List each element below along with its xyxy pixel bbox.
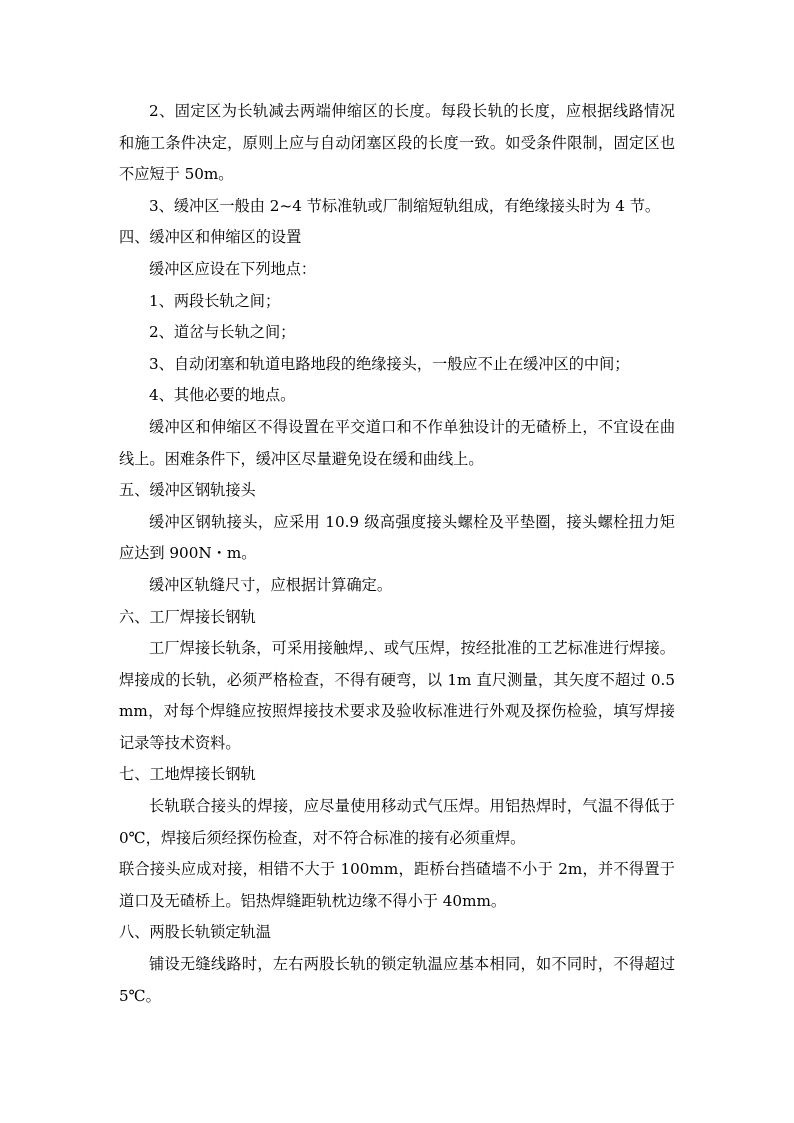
document-body [119, 96, 675, 1012]
list-item-2: 2、道岔与长轨之间； [149, 323, 296, 342]
paragraph-buffer-zone-composition: 3、缓冲区一般由 2~4 节标准轨或厂制缩短轨组成，有绝缘接头时为 4 节。 [149, 196, 661, 215]
list-item-1: 1、两段长轨之间； [149, 291, 281, 310]
paragraph-site-welding: 长轨联合接头的焊接，应尽量使用移动式气压焊。用铝热焊时，气温不得低于 0℃，焊接后须经探伤检查，对不符合标准的接有必须重焊。 [119, 797, 675, 847]
paragraph-rail-gap: 缓冲区轨缝尺寸，应根据计算确定。 [149, 575, 392, 594]
section-heading-7: 七、工地焊接长钢轨 [119, 765, 256, 784]
list-item-3: 3、自动闭塞和轨道电路地段的绝缘接头，一般应不止在缓冲区的中间； [149, 354, 630, 373]
paragraph-joint-bolts: 缓冲区钢轨接头，应采用 10.9 级高强度接头螺栓及平垫圈，接头螺栓扭力矩应达到 900N・m。 [119, 512, 675, 563]
section-heading-4: 四、缓冲区和伸缩区的设置 [119, 228, 302, 247]
paragraph-joint-arrangement: 联合接头应成对接，相错不大于 100mm，距桥台挡碴墙不小于 2m，并不得置于道口及无碴桥上。铝热焊缝距轨枕边缘不得小于 40mm。 [119, 860, 675, 910]
section-heading-5: 五、缓冲区钢轨接头 [119, 481, 256, 500]
paragraph-fixed-zone: 2、固定区为长轨减去两端伸缩区的长度。每段长轨的长度，应根据线路情况和施工条件决定，原则上应与自动闭塞区段的长度一致。如受条件限制，固定区也不应短于 50m。 [119, 102, 675, 184]
paragraph-buffer-locations-intro: 缓冲区应设在下列地点： [149, 259, 317, 278]
section-heading-8: 八、两股长轨锁定轨温 [119, 923, 271, 942]
paragraph-factory-welding: 工厂焊接长轨条，可采用接触焊,、或气压焊，按经批准的工艺标准进行焊接。焊接成的长轨，必须严格检查，不得有硬弯，以 1m 直尺测量，其矢度不超过 0.5mm，对每个焊缝应按照焊接技术要求及验收标准进行外观及探伤检验，填写焊接记录等技术资料。 [119, 639, 675, 752]
paragraph-placement-restrictions: 缓冲区和伸缩区不得设置在平交道口和不作单独设计的无碴桥上，不宜设在曲线上。困难条件下，缓冲区尽量避免设在缓和曲线上。 [119, 417, 675, 468]
list-item-4: 4、其他必要的地点。 [149, 386, 296, 405]
paragraph-locking-temperature: 铺设无缝线路时，左右两股长轨的锁定轨温应基本相同，如不同时，不得超过 5℃。 [119, 955, 675, 1005]
section-heading-6: 六、工厂焊接长钢轨 [119, 607, 256, 626]
